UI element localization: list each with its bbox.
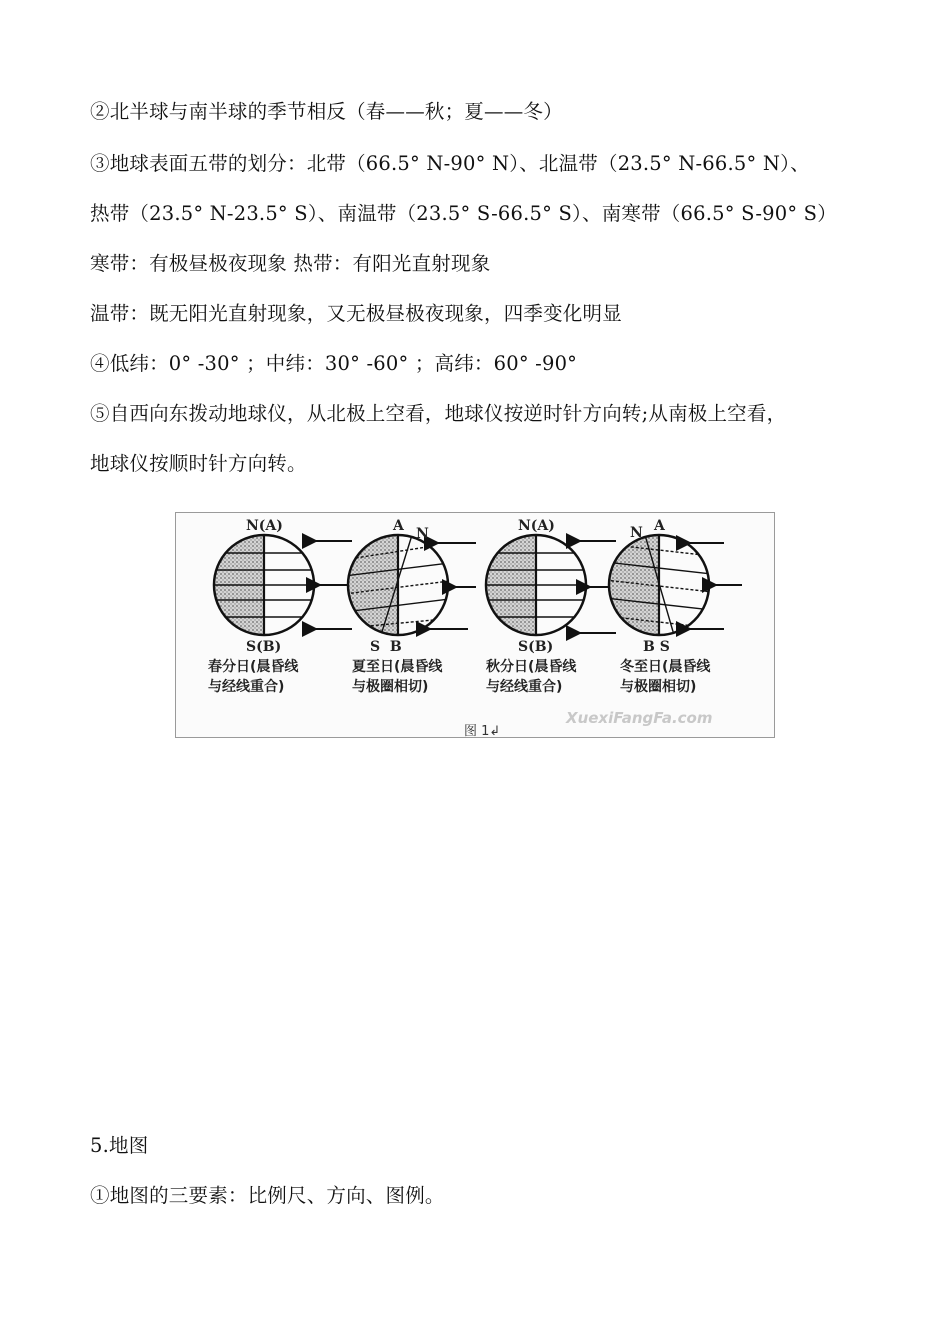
globe1-caption-2: 与经线重合) bbox=[208, 679, 285, 695]
line-seasons: ②北半球与南半球的季节相反（春——秋；夏——冬） bbox=[90, 100, 563, 123]
globe4-top-label-b: A bbox=[654, 518, 665, 534]
globe4-top-label-a: N bbox=[630, 525, 643, 541]
figure-svg bbox=[176, 513, 776, 739]
line-five-zones: ③地球表面五带的划分：北带（66.5° N-90° N）、北温带（23.5° N-66.5° N）、 bbox=[90, 152, 810, 175]
section-title-map: 5.地图 bbox=[90, 1134, 149, 1157]
figure-label: 图 1↲ bbox=[464, 724, 501, 739]
line-rotation-cont: 地球仪按顺时针方向转。 bbox=[90, 452, 307, 475]
figure-solstice-equinox bbox=[175, 512, 775, 738]
globe1-bottom-label: S(B) bbox=[246, 639, 282, 655]
globe-winter-solstice bbox=[596, 518, 742, 695]
globe4-caption-1: 冬至日(晨昏线 bbox=[620, 659, 711, 675]
line-five-zones-cont: 热带（23.5° N-23.5° S）、南温带（23.5° S-66.5° S）、南寒带（66.5° S-90° S） bbox=[90, 202, 837, 225]
globe-autumn-equinox bbox=[476, 518, 616, 695]
line-rotation: ⑤自西向东拨动地球仪，从北极上空看，地球仪按逆时针方向转;从南极上空看， bbox=[90, 402, 787, 425]
globe2-top-label-b: N bbox=[416, 526, 429, 542]
globe-spring-equinox bbox=[206, 518, 352, 695]
globe3-caption-1: 秋分日(晨昏线 bbox=[486, 659, 577, 675]
globe1-caption-1: 春分日(晨昏线 bbox=[208, 659, 299, 675]
globe3-bottom-label: S(B) bbox=[518, 639, 554, 655]
globe2-caption-1: 夏至日(晨昏线 bbox=[352, 659, 443, 675]
globe-summer-solstice bbox=[336, 518, 476, 695]
globe3-top-label: N(A) bbox=[518, 518, 555, 534]
line-map-elements: ①地图的三要素：比例尺、方向、图例。 bbox=[90, 1184, 445, 1207]
globe2-top-label-a: A bbox=[393, 518, 404, 534]
globe4-bottom-label: B S bbox=[643, 639, 670, 655]
line-frigid-tropic: 寒带：有极昼极夜现象 热带：有阳光直射现象 bbox=[90, 252, 491, 275]
globe3-caption-2: 与经线重合) bbox=[486, 679, 563, 695]
globe2-caption-2: 与极圈相切) bbox=[352, 679, 429, 695]
watermark: XuexiFangFa.com bbox=[566, 709, 713, 727]
line-latitudes: ④低纬：0° -30° ；中纬：30° -60° ；高纬：60° -90° bbox=[90, 352, 578, 375]
globe4-caption-2: 与极圈相切) bbox=[620, 679, 697, 695]
globe2-bottom-label: S B bbox=[370, 639, 402, 655]
line-temperate: 温带：既无阳光直射现象，又无极昼极夜现象，四季变化明显 bbox=[90, 302, 622, 325]
globe1-top-label: N(A) bbox=[246, 518, 283, 534]
